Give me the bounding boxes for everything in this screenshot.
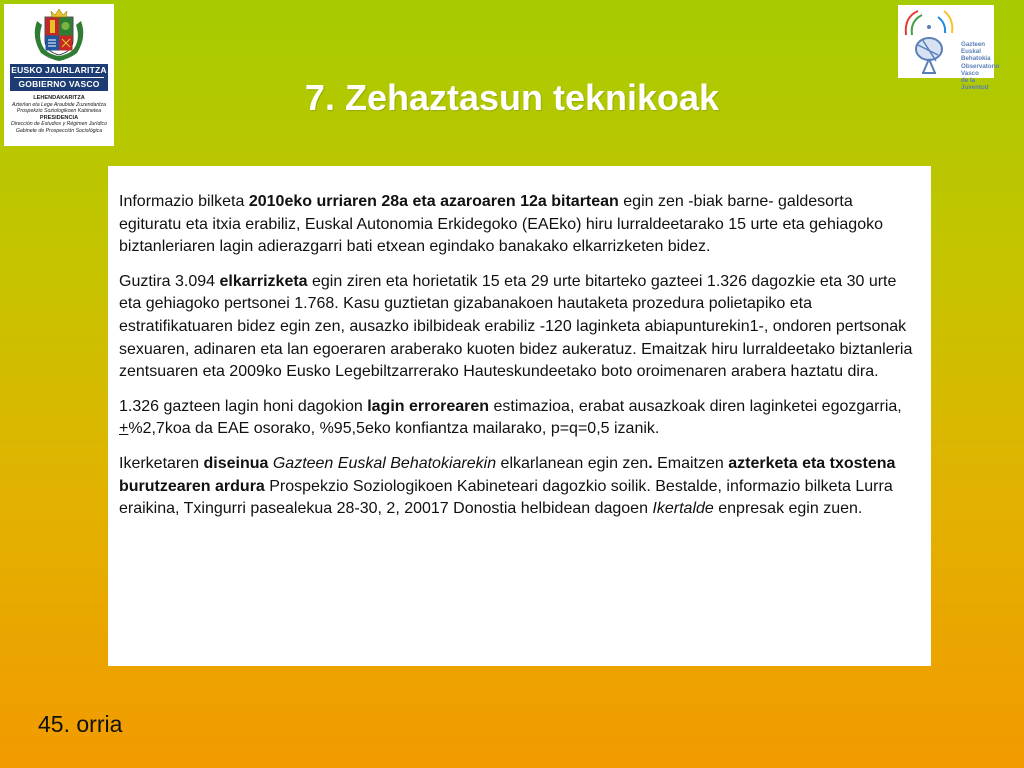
plus-minus-sign: + <box>119 420 129 438</box>
p4-text-a: Ikerketaren <box>119 454 204 472</box>
p4-text-bold-period: . <box>648 454 653 472</box>
observatory-line1: Gazteen <box>961 41 986 48</box>
paragraph-interviews <box>119 271 913 384</box>
p1-text-c: egin zen -biak barne- galdesorta egituratu eta itxia erabiliz, Euskal Autonomia Erkidegoko (EAEko) hiru lurraldeetarako 15 urte eta gehiagoko biztanleriaren lagin adierazgarri bati etxean egindako banakako elkarrizketen bidez. <box>119 193 883 256</box>
dept-basque-line2: Prospekzio Soziologikoen Kabinetea <box>16 108 102 115</box>
p3-text-c: estimazioa, erabat ausazkoak diren laginketei egozgarria, <box>489 397 902 415</box>
satellite-dish-icon <box>898 5 962 78</box>
dept-spanish-title: PRESIDENCIA <box>39 114 79 121</box>
paragraph-sample-error <box>119 396 913 441</box>
slide-title: 7. Zehaztasun teknikoak <box>304 77 720 118</box>
p4-text-i: Prospekzio Soziologikoen Kabineteari dagozkio soilik. Bestalde, informazio bilketa Lurra eraikina, Txingurri pasealekua 28-30, 2, 20017 Donostia helbidean dagoen <box>119 477 893 518</box>
dept-basque-title: LEHENDAKARITZA <box>33 95 85 101</box>
dept-spanish-line1: Dirección de Estudios y Régimen Jurídico <box>10 121 107 128</box>
p1-text-a: Informazio bilketa <box>119 193 249 210</box>
p2-text-a: Guztira 3.094 <box>119 272 220 290</box>
p4-text-e: elkarlanean egin zen <box>496 454 649 472</box>
p2-text-c: egin ziren eta horietatik 15 eta 29 urte bitarteko gazteei 1.326 dagozkie eta 30 urte eta gehiagoko pertsonei 1.768. Kasu guztietan gizabanakoen hautaketa prozedura polietapiko eta estratifikatuaren bidez egin zen, ausazko ibilbideak erabiliz -120 laginketa abiapunturekin1-, ondoren pertsonak sexuaren, adinaren eta lan egoeraren araberako kuoten bidez aukeratuz. Emaitzak hiru lurraldeetako biztanleria zentsuaren eta 2009ko Eusko Legebiltzarrerako Hauteskundeetako boto oroimenaren arabera haztatu dira. <box>119 272 913 381</box>
p4-text-k: enpresak egin zuen. <box>713 500 863 518</box>
dept-basque-line1: Azterlan eta Lege Araubide Zuzendaritza <box>11 101 107 108</box>
youth-observatory-logo <box>898 5 1000 92</box>
p2-text-bold: elkarrizketa <box>219 272 308 290</box>
observatory-line3: Observatorio Vasco <box>961 62 1000 77</box>
observatory-line4: de la Juventud <box>961 77 989 92</box>
p4-text-bold-responsibility: azterketa eta txostena burutzearen ardura <box>119 454 896 495</box>
content-box <box>108 166 931 666</box>
p4-text-italic-observatory: Gazteen Euskal Behatokiarekin <box>272 454 497 472</box>
p1-text-bold: 2010eko urriaren 28a eta azaroaren 12a bitartean <box>248 193 619 210</box>
coat-of-arms-icon <box>29 7 89 63</box>
org-name-basque: EUSKO JAURLARITZA <box>11 65 107 75</box>
p3-text-e: %2,7koa da EAE osorako, %95,5eko konfiantza mailarako, p=q=0,5 izanik. <box>128 420 660 438</box>
p4-text-italic-company: Ikertalde <box>652 500 714 518</box>
org-name-spanish: GOBIERNO VASCO <box>18 79 100 89</box>
p3-text-a: 1.326 gazteen lagin honi dagokion <box>119 397 368 415</box>
p4-text-g: Emaitzen <box>652 454 729 472</box>
p4-text-bold-design: diseinua <box>203 454 269 472</box>
paragraph-design <box>119 453 913 521</box>
page-number: 45. orria <box>38 711 123 737</box>
p3-text-bold: lagin errorearen <box>367 397 490 415</box>
dept-spanish-line2: Gabinete de Prospección Sociológica <box>15 127 103 134</box>
paragraph-data-collection <box>119 191 913 259</box>
observatory-line2: Euskal Behatokia <box>961 48 991 63</box>
